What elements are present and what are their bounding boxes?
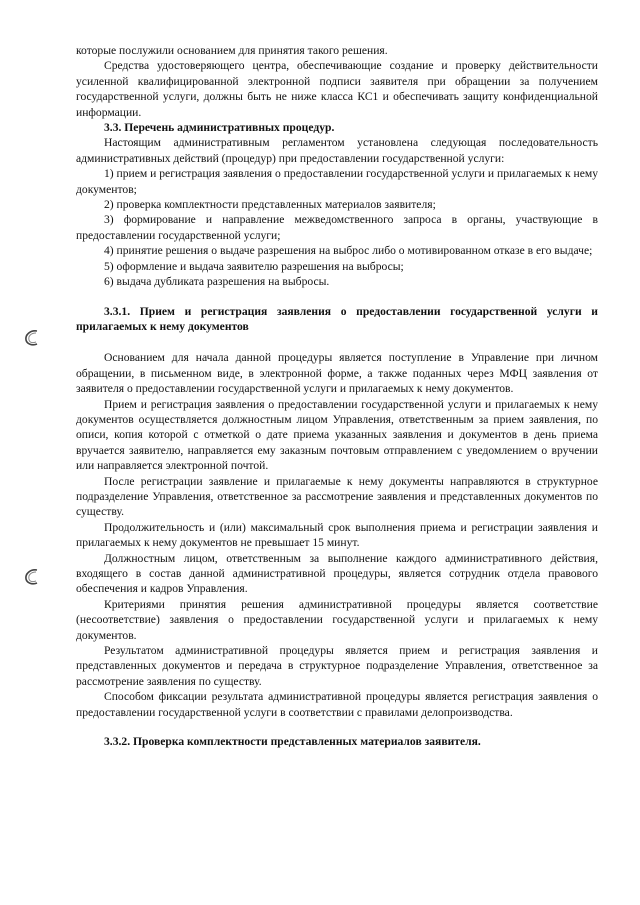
list-item: 2) проверка комплектности представленных материалов заявителя; <box>104 198 436 212</box>
list-item: 1) прием и регистрация заявления о предоставлении государственной услуги и прилагаемых к нему документов; <box>76 167 599 196</box>
list-item: 6) выдача дубликата разрешения на выбросы. <box>104 275 330 289</box>
paragraph: Критериями принятия решения административной процедуры является соответствие (несоответствие) заявления о предоставлении государственной услуги и прилагаемых к нему документов. <box>76 597 598 642</box>
heading-3-3-1: 3.3.1. Прием и регистрация заявления о предоставлении государственной услуги и прилагаемых к нему документов <box>76 304 598 333</box>
paragraph: Прием и регистрация заявления о предоставлении государственной услуги и прилагаемых к нему документов осуществляется должностным лицом Управления, ответственным за прием заявления, по описи, копия которой с отметкой о дате приема указанных заявления и документов в день приема вручается заявителю, направляется ему заказным почтовым отправлением с уведомлением о вручении или направляется электронной почтой. <box>76 397 598 473</box>
paragraph: Способом фиксации результата административной процедуры является регистрация заявления о предоставлении государственной услуги в соответствии с правилами делопроизводства. <box>76 690 598 719</box>
paragraph: Должностным лицом, ответственным за выполнение каждого административного действия, входящего в состав данной административной процедуры, является сотрудник отдела правового обеспечения и кадров Управления. <box>76 551 598 596</box>
paragraph-list-intro: Настоящим административным регламентом установлена следующая последовательность административных действий (процедур) при предоставлении государственной услуги: <box>76 136 598 165</box>
list-item: 4) принятие решения о выдаче разрешения на выброс либо о мотивированном отказе в его выдаче; <box>104 244 593 258</box>
document-body <box>76 43 598 749</box>
paragraph: Основанием для начала данной процедуры является поступление в Управление при личном обращении, в письменном виде, в электронной форме, а также поданных через МФЦ заявления от заявителя о предоставлении государственной услуги и прилагаемых к нему документов. <box>76 351 598 396</box>
heading-3-3: 3.3. Перечень административных процедур. <box>104 121 335 135</box>
punch-hole-mark-icon <box>22 567 40 587</box>
paragraph-intro: которые послужили основанием для принятия такого решения. <box>76 44 388 57</box>
paragraph-crypto: Средства удостоверяющего центра, обеспечивающие создание и проверку действительности усиленной квалифицированной электронной подписи заявителя при обращении за получением государственной услуги, должны быть не ниже класса КС1 и обеспечивать защиту конфиденциальной информации. <box>76 59 598 119</box>
heading-3-3-2: 3.3.2. Проверка комплектности представленных материалов заявителя. <box>104 735 481 749</box>
list-item: 3) формирование и направление межведомственного запроса в органы, участвующие в предоставлении государственной услуги; <box>76 213 598 242</box>
paragraph: Результатом административной процедуры является прием и регистрация заявления и представленных документов и передача в структурное подразделение Управления, ответственное за рассмотрение заявления по существу. <box>76 644 598 688</box>
punch-hole-mark-icon <box>22 328 40 348</box>
list-item: 5) оформление и выдача заявителю разрешения на выбросы; <box>104 259 404 273</box>
paragraph: После регистрации заявление и прилагаемые к нему документы направляются в структурное подразделение Управления, ответственное за рассмотрение заявления и представленных документов по существу. <box>76 474 598 519</box>
paragraph: Продолжительность и (или) максимальный срок выполнения приема и регистрации заявления и прилагаемых к нему документов не превышает 15 минут. <box>76 520 598 550</box>
